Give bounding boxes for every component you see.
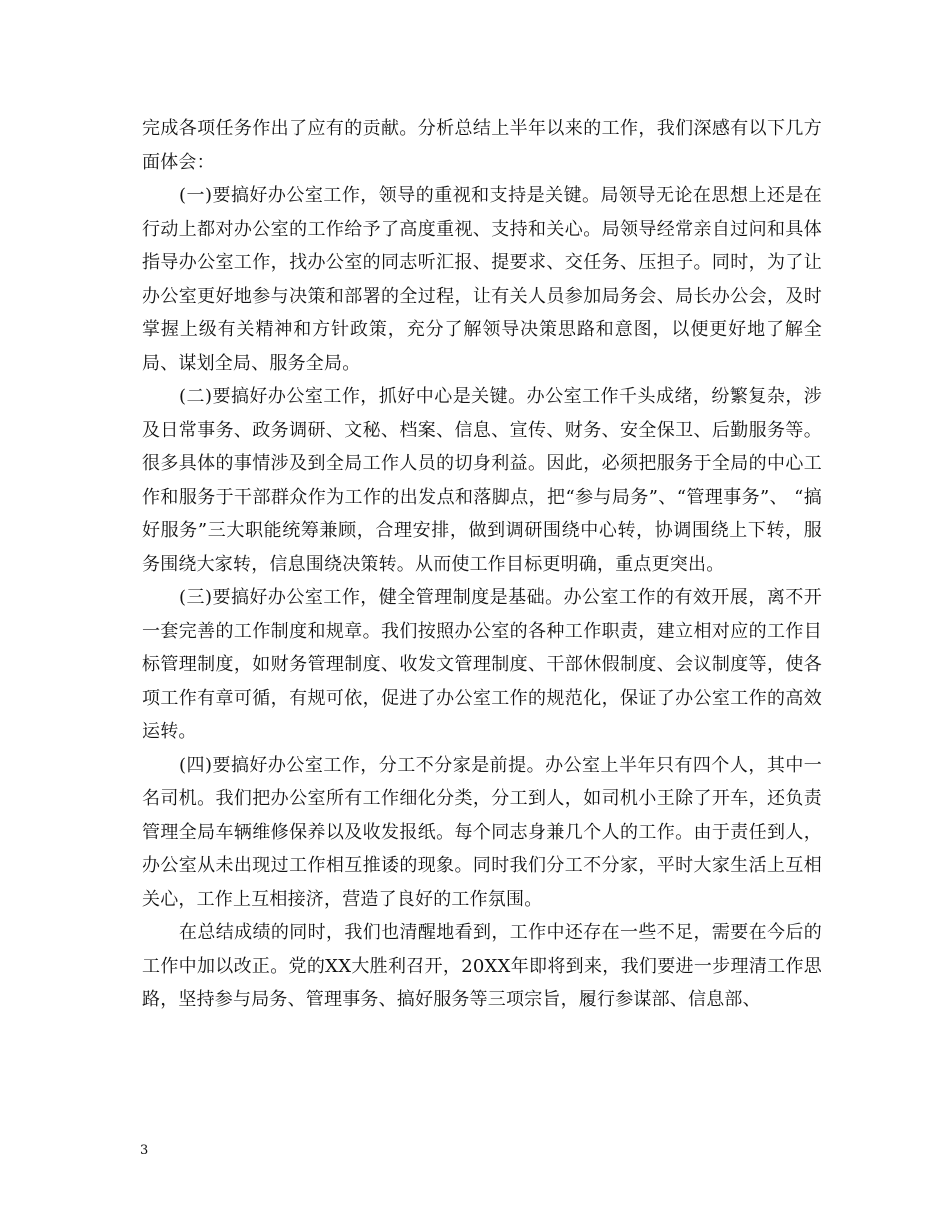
paragraph-3: (二)要搞好办公室工作，抓好中心是关键。办公室工作千头成绪，纷繁复杂，涉及日常事务、政务调研、文秘、档案、信息、宣传、财务、安全保卫、后勤服务等。很多具体的事情涉及到全局工作人员的切身利益。因此，必须把服务于全局的中心工作和服务于干部群众作为工作的出发点和落脚点，把“参与局务”、“管理事务”、 “搞好服务”三大职能统筹兼顾，合理安排，做到调研围绕中心转，协调围绕上下转，服务围绕大家转，信息围绕决策转。从而使工作目标更明确，重点更突出。: [142, 386, 822, 575]
paragraph-2: (一)要搞好办公室工作，领导的重视和支持是关键。局领导无论在思想上还是在行动上都对办公室的工作给予了高度重视、支持和关心。局领导经常亲自过问和具体指导办公室工作，找办公室的同志听汇报、提要求、交任务、压担子。同时，为了让办公室更好地参与决策和部署的全过程，让有关人员参加局务会、局长办公会，及时掌握上级有关精神和方针政策，充分了解领导决策思路和意图，以便更好地了解全局、谋划全局、服务全局。: [142, 185, 822, 374]
document-body: [142, 112, 822, 1017]
paragraph-4: (三)要搞好办公室工作，健全管理制度是基础。办公室工作的有效开展，离不开一套完善的工作制度和规章。我们按照办公室的各种工作职责，建立相对应的工作目标管理制度，如财务管理制度、收发文管理制度、干部休假制度、会议制度等，使各项工作有章可循，有规可依，促进了办公室工作的规范化，保证了办公室工作的高效运转。: [142, 587, 822, 742]
page-number: 3: [140, 1143, 149, 1158]
paragraph-6: 在总结成绩的同时，我们也清醒地看到，工作中还存在一些不足，需要在今后的工作中加以改正。党的XX大胜利召开，20XX年即将到来，我们要进一步理清工作思路，坚持参与局务、管理事务、搞好服务等三项宗旨，履行参谋部、信息部、: [142, 922, 822, 1010]
paragraph-5: (四)要搞好办公室工作，分工不分家是前提。办公室上半年只有四个人，其中一名司机。我们把办公室所有工作细化分类，分工到人，如司机小王除了开车，还负责管理全局车辆维修保养以及收发报纸。每个同志身兼几个人的工作。由于责任到人，办公室从未出现过工作相互推诿的现象。同时我们分工不分家，平时大家生活上互相关心，工作上互相接济，营造了良好的工作氛围。: [142, 754, 822, 910]
paragraph-1: 完成各项任务作出了应有的贡献。分析总结上半年以来的工作，我们深感有以下几方面体会：: [142, 118, 822, 173]
